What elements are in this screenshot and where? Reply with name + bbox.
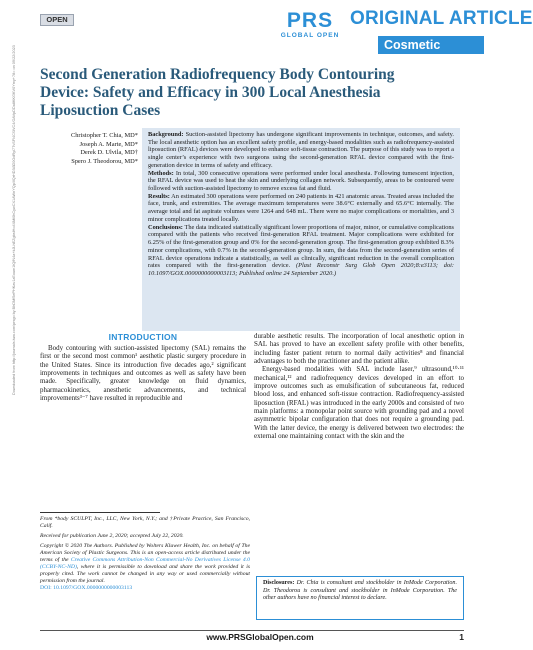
disclosures-heading: Disclosures: — [263, 580, 295, 586]
copyright-note — [40, 543, 250, 592]
footer-url[interactable]: www.PRSGlobalOpen.com — [206, 632, 314, 642]
author-name: Christopher T. Chia, MD* — [70, 132, 138, 139]
copyright-text: Copyright © 2020 The Authors. Published by Wolters Kluwer Health, Inc. on behalf of The American Society of Plastic Surgeons. This is an open-access article distributed under the terms of the — [40, 543, 250, 564]
footer-divider — [40, 630, 464, 631]
affiliation-note: From *body SCULPT, Inc., LLC, New York, N.Y.; and †Private Practice, San Francisco, Calif. — [40, 516, 250, 530]
abstract-citation: (Plast Reconstr Surg Glob Open 2020;8:e3113; doi: 10.1097/GOX.0000000000003113; Published online 24 September 2020.) — [148, 262, 455, 277]
abstract-background-heading: Background: — [148, 131, 184, 138]
abstract-methods — [148, 170, 454, 193]
abstract-methods-text: In total, 300 consecutive operations were performed under local anesthesia. Following tumescent injection, the RFAL device was used to heat the skin and underlying collagen network. Subsequently, areas to be contoured were followed with suction-assisted lipectomy to remove excess fat and fluid. — [148, 169, 454, 193]
abstract-results-text: An estimated 300 operations were performed on 240 patients in 421 anatomic areas. Treated areas included the face, trunk, and extremities. The average maximum temperatures were 38.6°C externally and 65.6°C internally. The average total and fat aspirate volumes were 1264 and 648 mL. There were no major complications or mortalities, and 3 minor complications treated locally. — [148, 192, 454, 223]
author-name: Spero J. Theodorou, MD* — [71, 157, 138, 165]
download-side-note: Downloaded from http://journals.lww.com/prsgo by BhDMf5ePHKav1zEoum1tQfN4a+kJLhEZgbsIHo4XMi0hCywCX1AWnYQp/IlQrHD3i3D0OdRyi7TvSFl4Cf3VC4/OAVpDDa8KKGKV0Ymy+78= on 09/22/2023 — [12, 45, 16, 395]
doi-link[interactable]: DOI: 10.1097/GOX.0000000000003113 — [40, 585, 133, 592]
body-column-left — [40, 332, 246, 402]
body-column-right — [254, 332, 464, 440]
article-title: Second Generation Radiofrequency Body Contouring Device: Safety and Efficacy in 300 Local Anesthesia Liposuction Cases — [40, 66, 395, 119]
journal-logo — [272, 10, 348, 46]
license-text: , where it is permissible to download and share the work provided it is properly cited. The work cannot be changed in any way or used commercially without permission from the journal. — [40, 564, 250, 585]
disclosures-text: Dr. Chia is consultant and stockholder in InMode Corporation. Dr. Theodorou is consultant and stockholder in InMode Corporation. The other authors have no financial interest to declare. — [263, 580, 458, 602]
author-list — [50, 132, 138, 166]
footnote-divider — [40, 512, 160, 513]
abstract-conclusions-heading: Conclusions: — [148, 223, 183, 231]
disclosures-box — [256, 576, 464, 620]
introduction-heading: INTRODUCTION — [108, 332, 178, 342]
abstract-results — [148, 193, 454, 224]
dates-note: Received for publication June 2, 2020; accepted July 22, 2020. — [40, 533, 184, 540]
intro-paragraph: Energy-based modalities with SAL include laser,⁹ ultrasound,¹⁰·¹¹ mechanical,¹² and radiofrequency devices developed in an effort to improve outcomes such as emulsification of subcutaneous fat, reduced blood loss, and enhanced soft-tissue contraction. Radiofrequency-assisted liposuction (RFAL) was introduced in the early 2000s and consisted of two main platforms: a monopolar point source with grounding pad and a novel asymmetric bipolar configuration that does not require a grounding pad. With the latter device, the energy is delivered between two electrodes: the external one maintaining contact with the skin and the — [254, 365, 464, 441]
logo-main-text: PRS — [286, 9, 334, 32]
intro-paragraph: Body contouring with suction-assisted lipectomy (SAL) remains the first or the second most common¹ aesthetic plastic surgery procedure in the United States. Since its introduction five decades ago,² significant improvements in techniques and outcomes as well as safety have been made. Specifically, greater knowledge on fluid dynamics, pharmacokinetics, anesthetic advancements, and technical improvements³⁻⁷ have resulted in reproducible and — [40, 344, 246, 403]
article-type-label: ORIGINAL ARTICLE — [350, 8, 533, 29]
section-label: Cosmetic — [378, 36, 484, 54]
abstract-conclusions-text: The data indicated statistically significant lower proportions of major, minor, or cumulative complications compared with the patients who received first-generation RFAL treatment. Major complications were exhibited for 6.25% of the first-generation group and 0% for the second-generation group. The first-generation group exhibited 8.3% minor complications, with 0.7% in the second-generation group. In sum, the data from the second-generation series of RFAL device operations indicate a statistically, as well as clinically, significant reduction in the overall complication rates compared with the first-generation device. — [148, 223, 455, 270]
author-name: Derek D. Ulvila, MD† — [80, 149, 138, 157]
abstract-conclusions — [148, 224, 454, 278]
abstract-background — [148, 131, 454, 170]
abstract-results-heading: Results: — [148, 192, 170, 200]
intro-paragraph: durable aesthetic results. The incorporation of local anesthetic option in SAL has proved to have an excellent safety profile with other benefits, including faster patient return to normal daily activities⁸ and financial advantages to both the practitioner and the patient alike. — [254, 332, 464, 366]
author-name: Joseph A. Marte, MD* — [79, 140, 138, 148]
abstract-box — [142, 128, 460, 331]
abstract-methods-heading: Methods: — [148, 169, 174, 177]
open-access-badge: OPEN — [40, 14, 74, 26]
page-number: 1 — [459, 632, 464, 642]
license-link[interactable]: Creative Commons Attribution-Non Commercial-No Derivatives License 4.0 (CCBY-NC-ND) — [40, 557, 251, 571]
abstract-background-text: Suction-assisted lipectomy has undergone significant improvements in technique, outcomes, and safety. The local anesthetic option has an excellent safety profile, and energy-based modalities such as radiofrequency-assisted liposuction (RFAL) devices were developed to enhance soft-tissue contraction. The purpose of this study was to report a single center’s experience with two surgeons using the second-generation RFAL device compared with the first-generation device in terms of safety and efficacy. — [148, 131, 454, 169]
logo-sub-text: GLOBAL OPEN — [280, 32, 340, 39]
footnotes — [40, 516, 250, 595]
